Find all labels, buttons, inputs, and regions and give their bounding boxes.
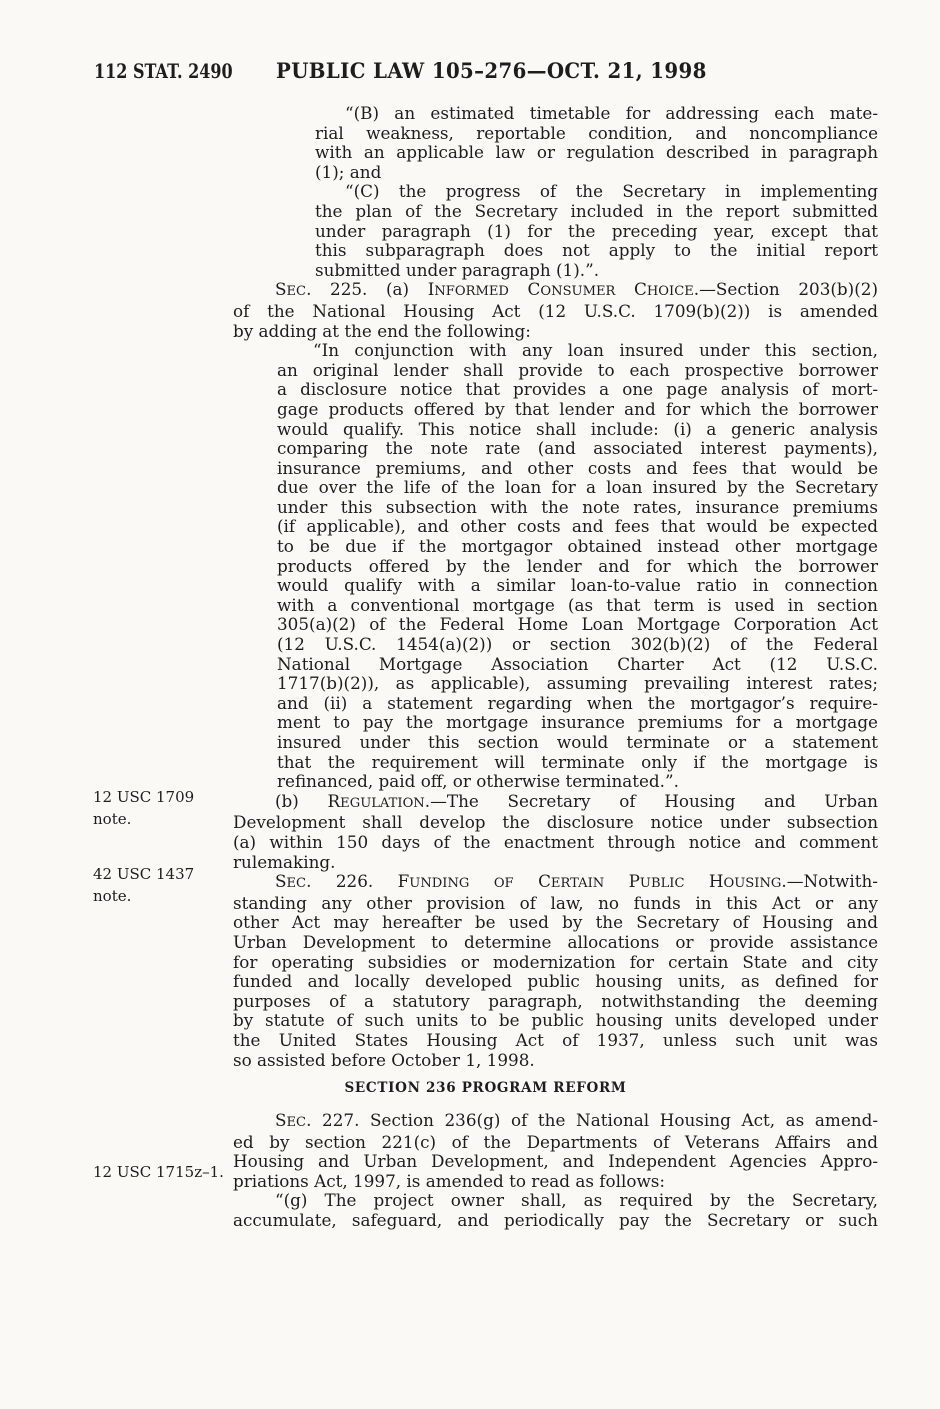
text-line: with a conventional mortgage (as that term is used in section [277,594,878,615]
text-line: (a) within 150 days of the enactment through notice and comment [233,831,878,852]
text-line: so assisted before October 1, 1998. [233,1049,535,1070]
text-line [233,1111,878,1133]
margin-note-line: note. [93,809,132,828]
text-line: by adding at the end the following: [233,320,531,341]
text-line: of the National Housing Act (12 U.S.C. 1709(b)(2)) is amended [233,300,878,321]
small-caps-text: OF [493,876,514,892]
text-segment [469,871,493,891]
text-line: other Act may hereafter be used by the Secretary of Housing and [233,912,878,933]
text-line: 1717(b)(2)), as applicable), assuming prevailing interest rates; [277,673,878,694]
text-segment: .—Notwith- [781,871,878,892]
text-segment: (b) R [275,790,341,811]
text-line: “(g) The project owner shall, as required by the Secretary, [275,1190,878,1211]
text-line: (if applicable), and other costs and fees that would be expected [277,516,878,537]
text-line: funded and locally developed public housing units, as defined for [233,971,878,992]
text-line: “(C) the progress of the Secretary in implementing [345,181,878,202]
text-line: by statute of such units to be public housing units developed under [233,1010,878,1031]
text-line: that the requirement will terminate only if the mortgage is [277,751,878,772]
text-line: Development shall develop the disclosure notice under subsection [233,812,878,833]
body-text [233,104,878,1231]
text-line: products offered by the lender and for which the borrower [277,555,878,576]
small-caps-text: ONSUMER [540,284,616,300]
paragraph [233,341,878,792]
text-line: for operating subsidies or modernization for certain State and city [233,951,878,972]
text-line: accumulate, safeguard, and periodically pay the Secretary or such [233,1210,878,1231]
text-line: 305(a)(2) of the Federal Home Loan Mortgage Corporation Act [277,614,878,635]
text-line: refinanced, paid off, or otherwise terminated.”. [277,771,679,792]
text-line: comparing the note rate (and associated interest payments), [277,438,878,459]
text-line: would qualify. This notice shall include: (i) a generic analysis [277,418,878,439]
text-segment: .—Section 203(b)(2) [693,279,878,300]
paragraph [233,280,878,341]
text-line: rulemaking. [233,851,336,872]
paragraph [233,792,878,872]
small-caps-text: EC [286,876,307,892]
text-line: would qualify with a similar loan-to-value ratio in connection [277,575,878,596]
small-caps-text: UBLIC [639,876,685,892]
text-segment: . 226. F [306,871,410,892]
text-line [233,792,878,814]
margin-note-line: note. [93,886,132,905]
text-line: and (ii) a statement regarding when the mortgagor’s require- [277,692,878,713]
text-segment: S [275,279,287,300]
text-line: with an applicable law or regulation described in paragraph [315,142,878,163]
text-segment: . 227. Section 236(g) of the National Housing Act, as amend- [306,1110,878,1131]
text-line: Urban Development to determine allocations or provide assistance [233,931,878,952]
text-segment: C [508,279,541,300]
text-line: standing any other provision of law, no funds in this Act or any [233,892,878,913]
margin-note-line: 42 USC 1437 [93,865,195,883]
text-line: National Mortgage Association Charter Act (12 U.S.C. [277,653,878,674]
text-line: a disclosure notice that provides a one page analysis of mort- [277,379,878,400]
text-line: due over the life of the loan for a loan insured by the Secretary [277,477,878,498]
paragraph [233,182,878,280]
text-line: under paragraph (1) for the preceding year, except that [315,220,878,241]
text-line: Housing and Urban Development, and Independent Agencies Appro- [233,1151,878,1172]
text-segment: P [604,871,640,892]
text-line: this subparagraph does not apply to the initial report [315,240,878,261]
text-line: an original lender shall provide to each prospective borrower [277,359,878,380]
paragraph [233,104,878,182]
section-heading: SECTION 236 PROGRAM REFORM [344,1080,627,1097]
text-line: insurance premiums, and other costs and fees that would be [277,457,878,478]
margin-note-42usc1437 [93,864,229,907]
text-line: the United States Housing Act of 1937, unless such unit was [233,1029,878,1050]
margin-note-12usc1715z [93,1162,229,1184]
text-line: submitted under paragraph (1).”. [315,259,600,280]
small-caps-text: OUSING [723,876,782,892]
small-caps-text: HOICE [646,284,694,300]
small-caps-text: EC [286,284,307,300]
margin-note-12usc1709 [93,787,229,830]
text-line [233,280,878,302]
text-line: to be due if the mortgagor obtained instead other mortgage [277,536,878,557]
text-line: ment to pay the mortgage insurance premiums for a mortgage [277,712,878,733]
text-line: purposes of a statutory paragraph, notwithstanding the deeming [233,990,878,1011]
text-segment: C [513,871,551,892]
paragraph [233,1191,878,1230]
text-segment: C [615,279,647,300]
text-segment: S [275,1110,287,1131]
text-line: rial weakness, reportable condition, and noncompliance [315,122,878,143]
paragraph [233,1111,878,1191]
text-segment: H [684,871,724,892]
text-segment: S [275,871,287,892]
text-line [233,872,878,894]
small-caps-text: EC [286,1115,307,1131]
text-line: insured under this section would terminate or a statement [277,732,878,752]
text-line: “In conjunction with any loan insured under this section, [313,340,878,361]
text-segment: . 225. (a) I [306,279,435,300]
small-caps-text: UNDING [409,876,470,892]
running-head-law-title: PUBLIC LAW 105–276—OCT. 21, 1998 [276,58,707,83]
text-line: the plan of the Secretary included in the report submitted [315,200,878,221]
text-line: (1); and [315,161,382,182]
text-segment: .—The Secretary of Housing and Urban [424,790,878,811]
text-line: priations Act, 1997, is amended to read as follows: [233,1170,666,1191]
small-caps-text: ERTAIN [550,876,605,892]
margin-note-line: 12 USC 1709 [93,788,195,806]
margin-note-line: 12 USC 1715z–1. [93,1163,224,1181]
text-line: gage products offered by that lender and for which the borrower [277,398,878,419]
paragraph [233,872,878,1070]
text-line: (12 U.S.C. 1454(a)(2)) or section 302(b)(2) of the Federal [277,634,878,655]
small-caps-text: NFORMED [434,284,509,300]
page-stat-number: 112 STAT. 2490 [94,59,233,83]
text-line: under this subsection with the note rates, insurance premiums [277,496,878,517]
text-line: ed by section 221(c) of the Departments of Veterans Affairs and [233,1131,878,1152]
small-caps-text: EGULATION [340,795,425,811]
text-line: “(B) an estimated timetable for addressing each mate- [345,103,878,123]
